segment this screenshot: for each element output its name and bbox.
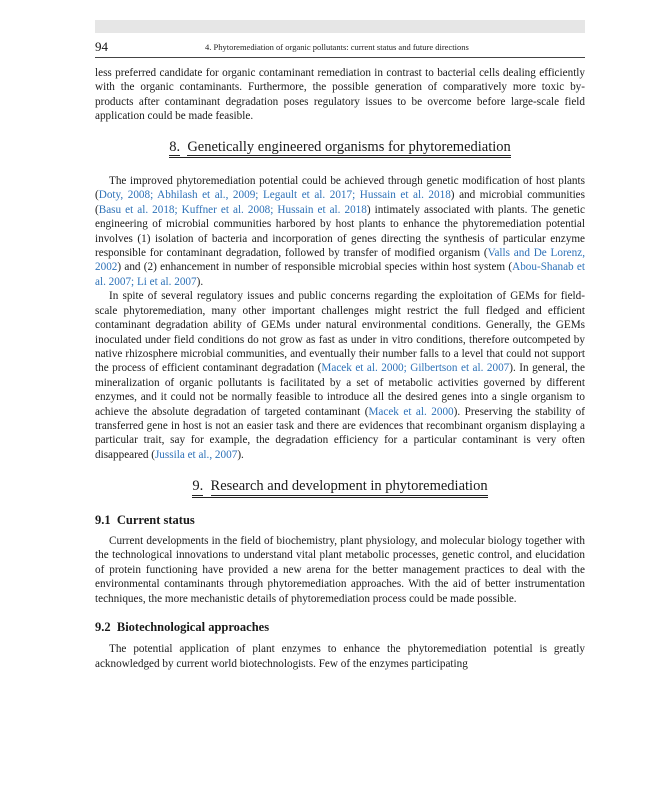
body-content xyxy=(95,66,585,671)
section-9-title: Research and development in phytoremediation xyxy=(210,478,488,495)
subsection-9-2-paragraph: The potential application of plant enzymes to enhance the phytoremediation potential is greatly acknowledged by current world biotechnologists. Few of the enzymes participating xyxy=(95,643,585,670)
citation-link[interactable]: Macek et al. 2000 xyxy=(368,405,454,418)
page-number: 94 xyxy=(95,39,108,54)
paragraph-text: The improved phytoremediation potential could be achieved through genetic modification of host plants ( xyxy=(95,175,585,202)
paragraph-text: ). xyxy=(237,448,244,461)
subsection-9-2-title: Biotechnological approaches xyxy=(116,620,270,634)
citation-link[interactable]: Basu et al. 2018; Kuffner et al. 2008; Hussain et al. 2018 xyxy=(98,203,367,216)
citation-link[interactable]: Jussila et al., 2007 xyxy=(154,448,238,461)
subsection-9-2-heading xyxy=(95,620,585,634)
paragraph-text: ) and microbial communities ( xyxy=(95,189,585,216)
citation-link[interactable]: Abou-Shanab et al. 2007; Li et al. 2007 xyxy=(95,261,585,288)
paragraph-text: ). xyxy=(196,275,204,288)
paragraph-text: In spite of several regulatory issues and public concerns regarding the exploitation of GEMs for field-scale phytoremediation, many other important challenges might restrict the full fledged and efficient contaminant degradation ability of GEMs under natural environmental conditions. Generally, the GEMs inoculated under field conditions do not grow as fast as under in vitro conditions, therefore outcompeted by native rhizosphere microbial communities, and eventually their number falls to a level that could not support the process of efficient contaminant degradation ( xyxy=(95,290,585,375)
subsection-9-1-number: 9.1 xyxy=(95,512,111,527)
section-8-paragraph-2 xyxy=(95,289,585,462)
subsection-9-2-number: 9.2 xyxy=(95,620,111,634)
subsection-9-1-paragraph: Current developments in the field of biochemistry, plant physiology, and molecular biology together with the technological innovations to understand vital plant metabolic processes, genetic control, and elucidation of protein functioning have provided a new arena for the better management practices to deal with the environmental contaminants through phytoremediation approaches. With the aid of better instrumentation techniques, the more mechanistic details of phytoremediation process could be made possible. xyxy=(95,534,585,605)
citation-link[interactable]: Macek et al. 2000; Gilbertson et al. 2007 xyxy=(321,362,510,375)
subsection-9-1-title: Current status xyxy=(116,512,195,527)
section-8-title: Genetically engineered organisms for phytoremediation xyxy=(187,138,511,155)
subsection-9-1-heading xyxy=(95,513,585,527)
intro-paragraph: less preferred candidate for organic contaminant remediation in contrast to bacterial cells dealing efficiently with the organic contaminants. Furthermore, the possible generation of comparatively more toxic by-products after contaminant degradation poses regulatory issues to be overcome before large-scale field application could be made feasible. xyxy=(95,67,585,123)
section-9-number: 9. xyxy=(192,478,204,495)
header-rule xyxy=(95,57,585,58)
citation-link[interactable]: Valls and De Lorenz, 2002 xyxy=(95,247,585,274)
running-title: 4. Phytoremediation of organic pollutants: current status and future directions xyxy=(205,42,469,52)
section-8-heading xyxy=(95,140,585,158)
paragraph-text: ) and (2) enhancement in number of responsible microbial species within host system ( xyxy=(117,261,513,274)
section-9-heading xyxy=(95,479,585,497)
paragraph-text: ). In general, the mineralization of organic pollutants is facilitated by a set of metabolic activities governed by different enzymes, and it could not be normally feasible to introduce all the desired genes into a single organism to achieve the absolute degradation of targeted contaminant ( xyxy=(95,362,585,418)
section-8-number: 8. xyxy=(169,138,181,155)
top-band xyxy=(95,20,585,33)
citation-link[interactable]: Doty, 2008; Abhilash et al., 2009; Legault et al. 2017; Hussain et al. 2018 xyxy=(98,189,451,202)
section-8-paragraph-1 xyxy=(95,174,585,289)
page-header xyxy=(95,39,585,55)
paragraph-text: ) intimately associated with plants. The genetic engineering of microbial communities harbored by host plants to enhance the phytoremediation potential involves (1) isolation of bacteria and incorporation of genes directing the synthesis of particular enzyme responsible for contaminant degradation, followed by transfer of modified organism ( xyxy=(95,203,585,260)
paragraph-text: ). Preserving the stability of transferred gene in host is not an easier task and there are evidences that recombinant organism displaying a particular trait, say for example, the degradation efficiency for a particular contaminant is very often disappeared ( xyxy=(95,405,585,461)
